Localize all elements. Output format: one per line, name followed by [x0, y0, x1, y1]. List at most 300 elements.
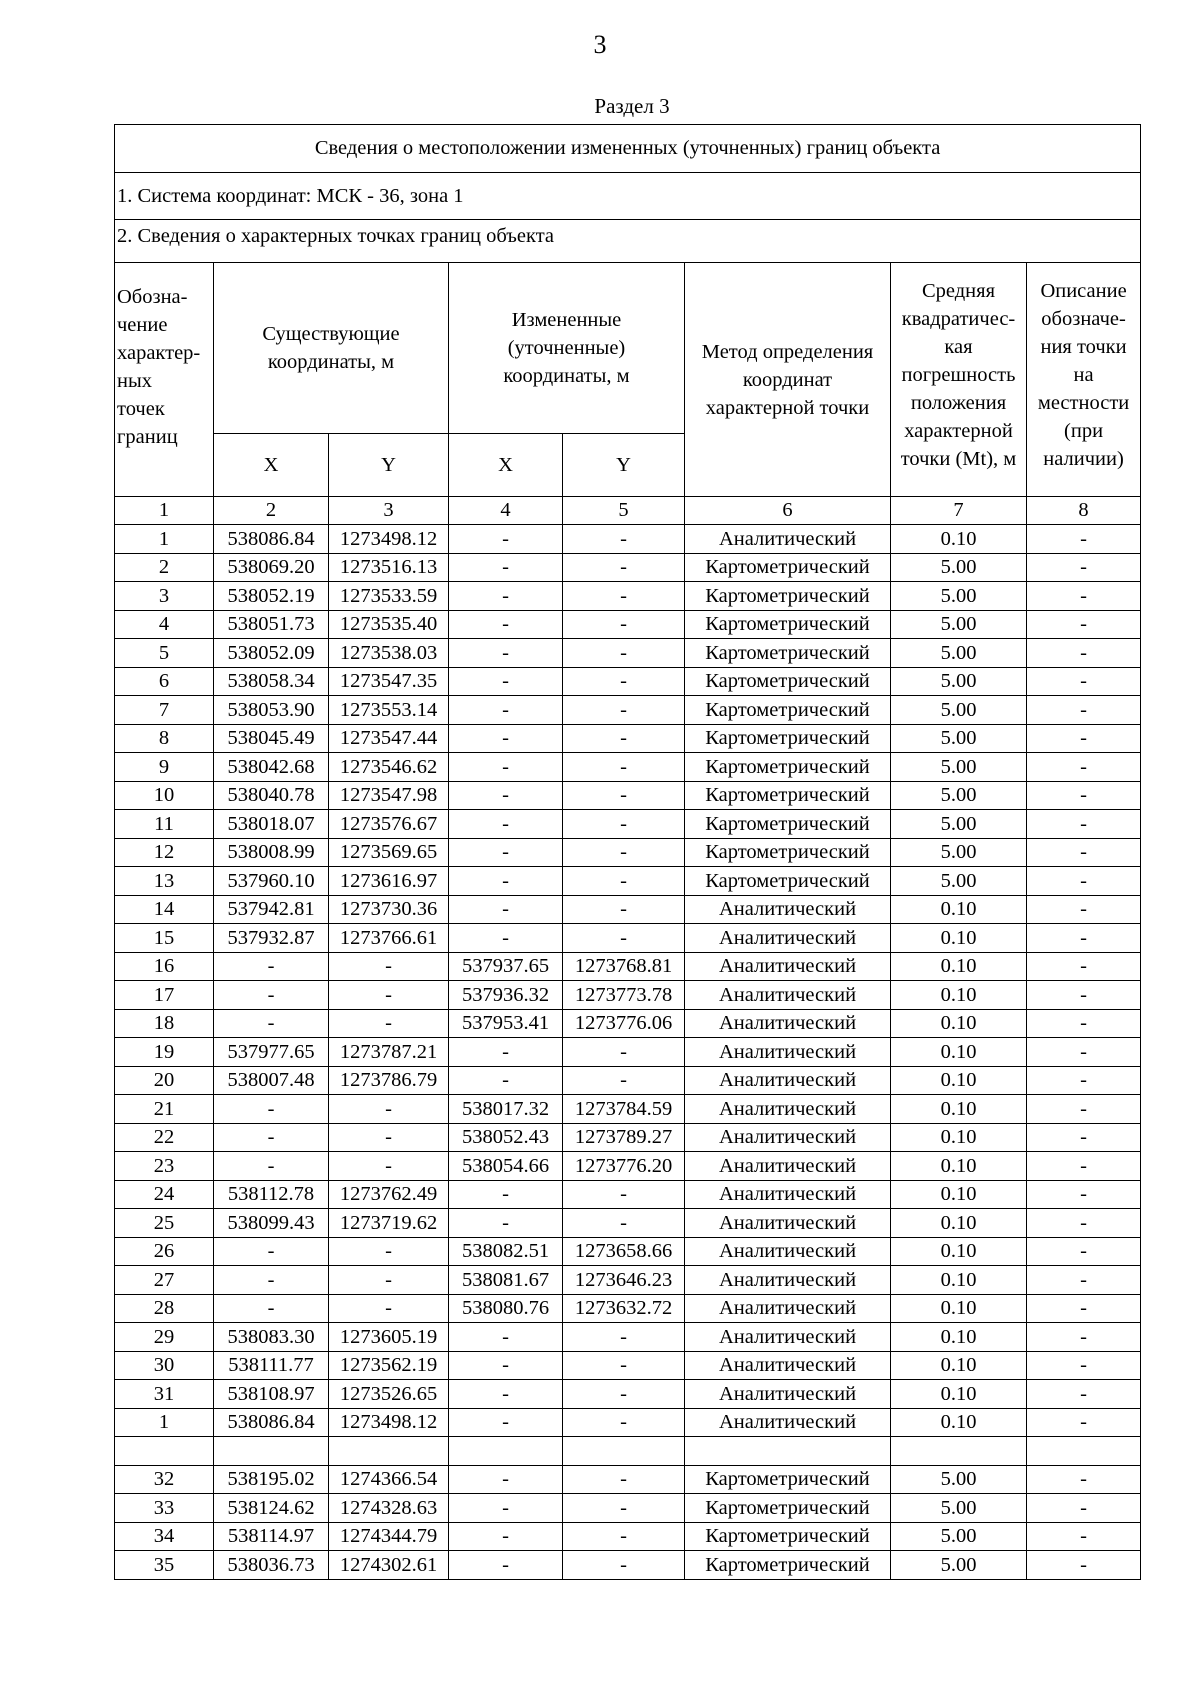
point-number-cell: 35 [115, 1551, 214, 1580]
existing-y-cell: 1274344.79 [329, 1522, 449, 1551]
description-cell: - [1027, 1522, 1141, 1551]
changed-x-cell: 538052.43 [449, 1123, 563, 1152]
accuracy-cell: 5.00 [891, 867, 1027, 896]
column-number: 6 [685, 497, 891, 525]
description-cell: - [1027, 724, 1141, 753]
description-cell: - [1027, 1266, 1141, 1295]
table-row [115, 1095, 1141, 1124]
existing-x-cell: - [214, 1095, 329, 1124]
header-accuracy [891, 263, 1027, 497]
accuracy-cell: 5.00 [891, 838, 1027, 867]
table-row [115, 924, 1141, 953]
accuracy-cell: 5.00 [891, 696, 1027, 725]
point-number-cell: 8 [115, 724, 214, 753]
changed-y-cell: 1273632.72 [563, 1294, 685, 1323]
table-row [115, 1465, 1141, 1494]
table-row [115, 1494, 1141, 1523]
description-cell: - [1027, 895, 1141, 924]
point-number-cell: 17 [115, 981, 214, 1010]
changed-y-cell: - [563, 610, 685, 639]
point-number-cell: 1 [115, 525, 214, 554]
accuracy-cell: 5.00 [891, 1551, 1027, 1580]
header-line: точек [117, 398, 165, 420]
description-cell: - [1027, 1494, 1141, 1523]
description-cell: - [1027, 1152, 1141, 1181]
point-number-cell: 16 [115, 952, 214, 981]
method-cell: Аналитический [685, 1123, 891, 1152]
accuracy-cell: 0.10 [891, 1152, 1027, 1181]
changed-x-cell: 537937.65 [449, 952, 563, 981]
header-line: (уточненные) [507, 337, 626, 359]
method-cell: Картометрический [685, 582, 891, 611]
existing-y-cell: 1273547.44 [329, 724, 449, 753]
header-line: Описание [1040, 280, 1127, 302]
existing-y-cell: 1273553.14 [329, 696, 449, 725]
point-number-cell: 22 [115, 1123, 214, 1152]
header-line: квадратичес- [901, 308, 1016, 330]
page-number: 3 [593, 30, 607, 59]
point-number-cell: 19 [115, 1038, 214, 1067]
header-line: характерной [904, 420, 1013, 442]
column-number-row [115, 497, 1141, 525]
existing-x-cell: 538052.19 [214, 582, 329, 611]
table-row [115, 1152, 1141, 1181]
header-method [685, 263, 891, 497]
changed-y-cell: 1273768.81 [563, 952, 685, 981]
existing-y-cell: - [329, 1266, 449, 1295]
existing-x-cell: 538018.07 [214, 810, 329, 839]
existing-x-cell: - [214, 1152, 329, 1181]
description-cell: - [1027, 924, 1141, 953]
point-number-cell: 7 [115, 696, 214, 725]
description-cell: - [1027, 1380, 1141, 1409]
changed-x-cell: - [449, 696, 563, 725]
existing-x-cell: 538045.49 [214, 724, 329, 753]
existing-x-cell [214, 1437, 329, 1466]
existing-x-cell: 538112.78 [214, 1180, 329, 1209]
header-line: координаты, м [267, 351, 395, 373]
existing-y-cell [329, 1437, 449, 1466]
changed-y-cell: 1273658.66 [563, 1237, 685, 1266]
description-cell: - [1027, 582, 1141, 611]
existing-x-cell: 538053.90 [214, 696, 329, 725]
existing-x-cell: 538111.77 [214, 1351, 329, 1380]
table-row [115, 867, 1141, 896]
header-line: характер- [117, 342, 201, 364]
column-number: 5 [563, 497, 685, 525]
accuracy-cell: 0.10 [891, 525, 1027, 554]
existing-x-cell: 538086.84 [214, 525, 329, 554]
method-cell [685, 1437, 891, 1466]
accuracy-cell: 0.10 [891, 1351, 1027, 1380]
column-number: 3 [329, 497, 449, 525]
changed-y-cell: - [563, 1209, 685, 1238]
changed-x-cell: - [449, 1180, 563, 1209]
existing-y-cell: 1273786.79 [329, 1066, 449, 1095]
header-line: Метод определения [701, 340, 874, 363]
description-cell: - [1027, 867, 1141, 896]
changed-y-cell: 1273789.27 [563, 1123, 685, 1152]
existing-y-cell: 1274328.63 [329, 1494, 449, 1523]
changed-y-cell: 1273646.23 [563, 1266, 685, 1295]
description-cell: - [1027, 525, 1141, 554]
point-number-cell: 9 [115, 753, 214, 782]
table-row [115, 1323, 1141, 1352]
accuracy-cell: 0.10 [891, 1038, 1027, 1067]
header-line: характерной точки [705, 396, 870, 419]
changed-y-cell: - [563, 1465, 685, 1494]
description-cell: - [1027, 753, 1141, 782]
existing-y-cell: 1273546.62 [329, 753, 449, 782]
accuracy-cell: 5.00 [891, 582, 1027, 611]
point-number-cell: 24 [115, 1180, 214, 1209]
boundary-points-table [114, 124, 1141, 1580]
header-line: Измененные [511, 309, 622, 331]
existing-y-cell: 1273547.35 [329, 667, 449, 696]
method-cell: Картометрический [685, 1465, 891, 1494]
existing-x-cell: 537942.81 [214, 895, 329, 924]
existing-y-cell: - [329, 1009, 449, 1038]
changed-x-cell: - [449, 1551, 563, 1580]
existing-y-cell: - [329, 981, 449, 1010]
changed-x-cell [449, 1437, 563, 1466]
point-number-cell: 28 [115, 1294, 214, 1323]
header-line: точки (Mt), м [900, 448, 1017, 470]
accuracy-cell: 0.10 [891, 1095, 1027, 1124]
existing-y-cell: 1273762.49 [329, 1180, 449, 1209]
method-cell: Картометрический [685, 610, 891, 639]
point-number-cell: 33 [115, 1494, 214, 1523]
description-cell: - [1027, 981, 1141, 1010]
existing-x-cell: 538124.62 [214, 1494, 329, 1523]
method-cell: Аналитический [685, 1095, 891, 1124]
method-cell: Аналитический [685, 1152, 891, 1181]
header-line: наличии) [1043, 448, 1124, 470]
existing-y-cell: - [329, 1095, 449, 1124]
point-number-cell: 23 [115, 1152, 214, 1181]
existing-y-cell: - [329, 1237, 449, 1266]
column-number: 4 [449, 497, 563, 525]
existing-x-cell: 538195.02 [214, 1465, 329, 1494]
changed-x-cell: - [449, 1494, 563, 1523]
method-cell: Аналитический [685, 981, 891, 1010]
changed-y-cell: - [563, 1408, 685, 1437]
column-number: 2 [214, 497, 329, 525]
accuracy-cell: 0.10 [891, 1266, 1027, 1295]
changed-x-cell: - [449, 1465, 563, 1494]
table-row [115, 1266, 1141, 1295]
existing-y-cell: 1273616.97 [329, 867, 449, 896]
point-number-cell: 15 [115, 924, 214, 953]
method-cell: Картометрический [685, 667, 891, 696]
accuracy-cell: 5.00 [891, 724, 1027, 753]
accuracy-cell: 5.00 [891, 553, 1027, 582]
table-row [115, 753, 1141, 782]
method-cell: Картометрический [685, 753, 891, 782]
changed-x-cell: - [449, 1351, 563, 1380]
header-changed-x: X [449, 434, 563, 497]
accuracy-cell: 0.10 [891, 1209, 1027, 1238]
existing-y-cell: 1274302.61 [329, 1551, 449, 1580]
point-number-cell: 14 [115, 895, 214, 924]
header-point-designation [115, 263, 214, 497]
header-line: Существующие [262, 323, 400, 345]
changed-y-cell: - [563, 838, 685, 867]
header-changed-y: Y [563, 434, 685, 497]
description-cell: - [1027, 838, 1141, 867]
accuracy-cell: 0.10 [891, 981, 1027, 1010]
method-cell: Картометрический [685, 1522, 891, 1551]
changed-x-cell: - [449, 810, 563, 839]
existing-x-cell: 538008.99 [214, 838, 329, 867]
changed-x-cell: - [449, 838, 563, 867]
header-changed-coords [449, 263, 685, 434]
accuracy-cell: 0.10 [891, 1237, 1027, 1266]
changed-y-cell: 1273784.59 [563, 1095, 685, 1124]
changed-x-cell: 538017.32 [449, 1095, 563, 1124]
existing-x-cell: 538058.34 [214, 667, 329, 696]
header-line: обозначе- [1041, 308, 1126, 330]
accuracy-cell: 5.00 [891, 753, 1027, 782]
method-cell: Картометрический [685, 810, 891, 839]
point-number-cell: 20 [115, 1066, 214, 1095]
point-number-cell: 31 [115, 1380, 214, 1409]
description-cell: - [1027, 1237, 1141, 1266]
changed-x-cell: - [449, 1408, 563, 1437]
table-row [115, 1294, 1141, 1323]
existing-x-cell: 538069.20 [214, 553, 329, 582]
changed-x-cell: - [449, 724, 563, 753]
existing-x-cell: 538086.84 [214, 1408, 329, 1437]
changed-x-cell: - [449, 553, 563, 582]
method-cell: Аналитический [685, 1009, 891, 1038]
accuracy-cell: 0.10 [891, 952, 1027, 981]
existing-x-cell: 537960.10 [214, 867, 329, 896]
changed-x-cell: - [449, 1209, 563, 1238]
description-cell: - [1027, 1294, 1141, 1323]
column-number: 7 [891, 497, 1027, 525]
point-number-cell: 4 [115, 610, 214, 639]
existing-x-cell: - [214, 981, 329, 1010]
header-line: чение [117, 314, 168, 336]
point-number-cell: 29 [115, 1323, 214, 1352]
accuracy-cell: 0.10 [891, 1323, 1027, 1352]
method-cell: Аналитический [685, 1323, 891, 1352]
changed-y-cell: - [563, 1180, 685, 1209]
description-cell: - [1027, 1408, 1141, 1437]
accuracy-cell: 0.10 [891, 1408, 1027, 1437]
existing-y-cell: - [329, 1123, 449, 1152]
header-line: Обозна- [117, 286, 188, 308]
table-row [115, 525, 1141, 554]
method-cell: Картометрический [685, 1494, 891, 1523]
table-row [115, 838, 1141, 867]
accuracy-cell: 0.10 [891, 1180, 1027, 1209]
accuracy-cell: 5.00 [891, 1522, 1027, 1551]
column-number: 1 [115, 497, 214, 525]
changed-y-cell: - [563, 781, 685, 810]
point-number-cell: 21 [115, 1095, 214, 1124]
point-number-cell: 10 [115, 781, 214, 810]
column-number: 8 [1027, 497, 1141, 525]
changed-x-cell: - [449, 1323, 563, 1352]
header-line: Средняя [921, 280, 995, 302]
description-cell: - [1027, 610, 1141, 639]
point-number-cell: 12 [115, 838, 214, 867]
point-number-cell: 27 [115, 1266, 214, 1295]
existing-x-cell: - [214, 952, 329, 981]
description-cell: - [1027, 1465, 1141, 1494]
existing-y-cell: 1273535.40 [329, 610, 449, 639]
changed-y-cell: - [563, 1351, 685, 1380]
description-cell: - [1027, 952, 1141, 981]
header-existing-y: Y [329, 434, 449, 497]
header-line: границ [117, 426, 178, 448]
changed-y-cell: - [563, 1066, 685, 1095]
description-cell: - [1027, 1551, 1141, 1580]
point-number-cell: 26 [115, 1237, 214, 1266]
header-line: местности [1037, 392, 1130, 414]
description-cell: - [1027, 639, 1141, 668]
existing-y-cell: 1274366.54 [329, 1465, 449, 1494]
table-row [115, 553, 1141, 582]
changed-y-cell: - [563, 724, 685, 753]
changed-x-cell: 538082.51 [449, 1237, 563, 1266]
existing-y-cell: 1273498.12 [329, 525, 449, 554]
existing-y-cell: 1273719.62 [329, 1209, 449, 1238]
description-cell: - [1027, 553, 1141, 582]
method-cell: Аналитический [685, 1408, 891, 1437]
changed-y-cell: - [563, 1038, 685, 1067]
header-line: (при [1064, 420, 1104, 442]
header-existing-x: X [214, 434, 329, 497]
changed-x-cell: - [449, 1380, 563, 1409]
existing-y-cell: 1273787.21 [329, 1038, 449, 1067]
method-cell: Аналитический [685, 1237, 891, 1266]
description-cell: - [1027, 1066, 1141, 1095]
method-cell: Аналитический [685, 1266, 891, 1295]
method-cell: Аналитический [685, 952, 891, 981]
point-number-cell: 13 [115, 867, 214, 896]
table-row [115, 610, 1141, 639]
changed-x-cell: - [449, 610, 563, 639]
accuracy-cell: 0.10 [891, 1294, 1027, 1323]
changed-y-cell: - [563, 696, 685, 725]
existing-y-cell: - [329, 1152, 449, 1181]
table-row [115, 582, 1141, 611]
description-cell: - [1027, 667, 1141, 696]
existing-x-cell: 537977.65 [214, 1038, 329, 1067]
changed-y-cell: - [563, 1494, 685, 1523]
point-number-cell: 3 [115, 582, 214, 611]
existing-x-cell: 538051.73 [214, 610, 329, 639]
changed-x-cell: - [449, 525, 563, 554]
changed-x-cell: - [449, 867, 563, 896]
point-number-cell: 32 [115, 1465, 214, 1494]
method-cell: Картометрический [685, 696, 891, 725]
method-cell: Картометрический [685, 724, 891, 753]
header-line: погрешность [901, 364, 1016, 386]
changed-y-cell: 1273776.20 [563, 1152, 685, 1181]
table-row [115, 1408, 1141, 1437]
header-line: на [1073, 364, 1094, 386]
changed-y-cell: - [563, 1522, 685, 1551]
existing-y-cell: 1273533.59 [329, 582, 449, 611]
changed-x-cell: 537936.32 [449, 981, 563, 1010]
changed-x-cell: 537953.41 [449, 1009, 563, 1038]
header-existing-coords [214, 263, 449, 434]
method-cell: Картометрический [685, 1551, 891, 1580]
method-cell: Аналитический [685, 1180, 891, 1209]
method-cell: Аналитический [685, 525, 891, 554]
accuracy-cell: 5.00 [891, 1465, 1027, 1494]
table-row [115, 1380, 1141, 1409]
changed-y-cell: - [563, 1323, 685, 1352]
table-row [115, 1009, 1141, 1038]
changed-y-cell: 1273776.06 [563, 1009, 685, 1038]
table-row [115, 1038, 1141, 1067]
existing-x-cell: 538114.97 [214, 1522, 329, 1551]
description-cell: - [1027, 1038, 1141, 1067]
table-row [115, 895, 1141, 924]
header-description [1027, 263, 1141, 497]
header-line: ния точки [1040, 336, 1127, 358]
point-number-cell: 25 [115, 1209, 214, 1238]
method-cell: Аналитический [685, 1294, 891, 1323]
point-number-cell [115, 1437, 214, 1466]
changed-x-cell: - [449, 781, 563, 810]
table-row [115, 952, 1141, 981]
point-number-cell: 2 [115, 553, 214, 582]
method-cell: Картометрический [685, 553, 891, 582]
description-cell: - [1027, 781, 1141, 810]
accuracy-cell: 0.10 [891, 924, 1027, 953]
point-number-cell: 11 [115, 810, 214, 839]
table-title: Сведения о местоположении измененных (уточненных) границ объекта [115, 125, 1141, 173]
accuracy-cell: 5.00 [891, 1494, 1027, 1523]
existing-x-cell: - [214, 1123, 329, 1152]
existing-y-cell: 1273526.65 [329, 1380, 449, 1409]
header-line: координаты, м [503, 365, 630, 387]
description-cell: - [1027, 1095, 1141, 1124]
existing-x-cell: 538042.68 [214, 753, 329, 782]
table-row [115, 810, 1141, 839]
existing-y-cell: 1273766.61 [329, 924, 449, 953]
existing-x-cell: - [214, 1009, 329, 1038]
accuracy-cell: 0.10 [891, 1123, 1027, 1152]
description-cell: - [1027, 1351, 1141, 1380]
changed-y-cell: - [563, 553, 685, 582]
table-row [115, 1522, 1141, 1551]
changed-x-cell: - [449, 924, 563, 953]
point-number-cell: 5 [115, 639, 214, 668]
changed-y-cell: - [563, 667, 685, 696]
changed-y-cell [563, 1437, 685, 1466]
coord-system: 1. Система координат: МСК - 36, зона 1 [115, 173, 1141, 220]
existing-x-cell: 538108.97 [214, 1380, 329, 1409]
changed-y-cell: - [563, 1380, 685, 1409]
table-row [115, 1551, 1141, 1580]
point-number-cell: 30 [115, 1351, 214, 1380]
method-cell: Аналитический [685, 1351, 891, 1380]
table-row [115, 1351, 1141, 1380]
existing-y-cell: 1273576.67 [329, 810, 449, 839]
existing-y-cell: 1273538.03 [329, 639, 449, 668]
changed-x-cell: 538080.76 [449, 1294, 563, 1323]
changed-x-cell: - [449, 1522, 563, 1551]
existing-y-cell: 1273730.36 [329, 895, 449, 924]
existing-y-cell: 1273562.19 [329, 1351, 449, 1380]
